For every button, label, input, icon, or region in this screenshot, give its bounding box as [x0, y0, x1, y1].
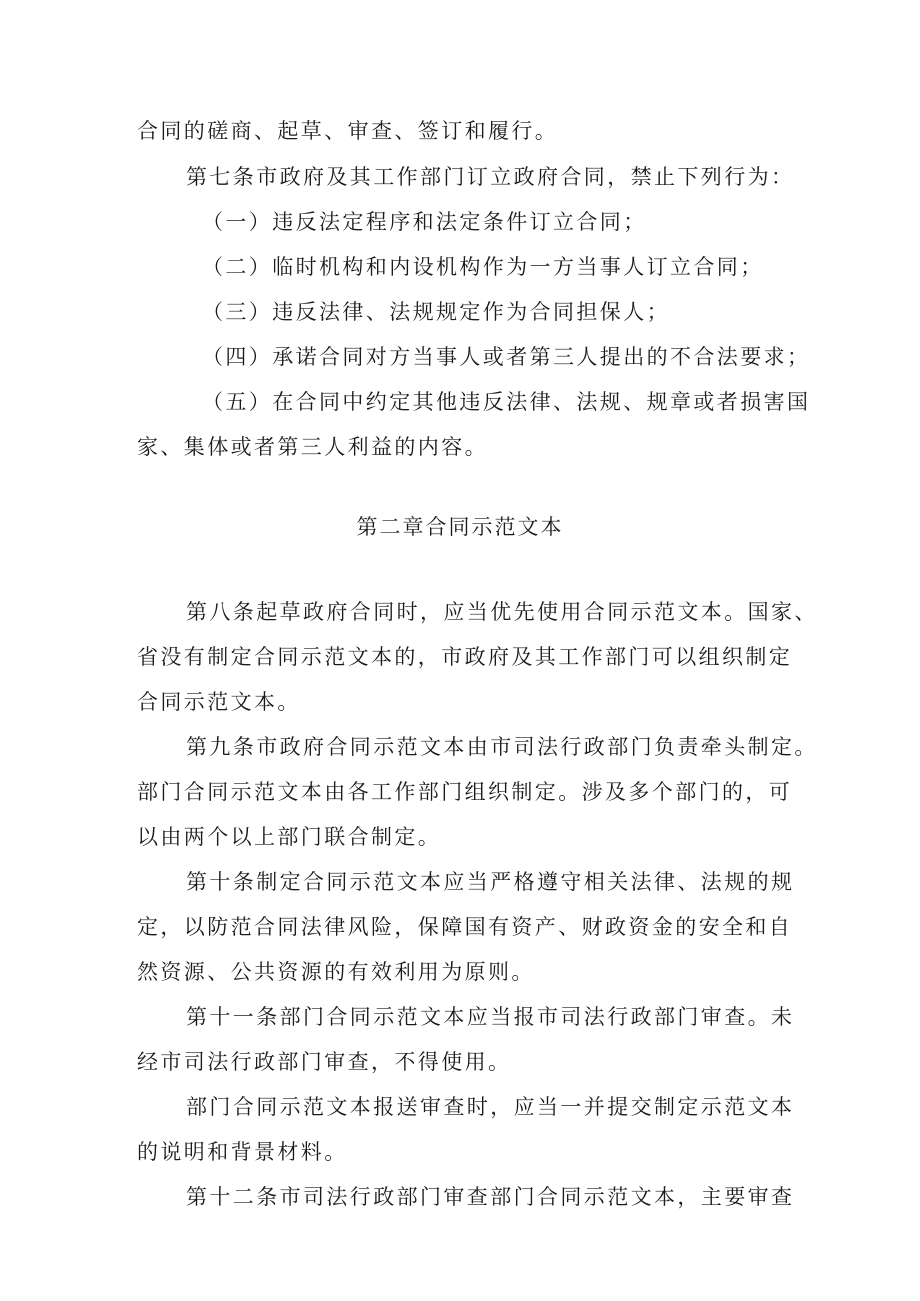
article-12-line: 第十二条市司法行政部门审查部门合同示范文本，主要审查 — [186, 1185, 795, 1209]
article-8-line: 第八条起草政府合同时，应当优先使用合同示范文本。国家、 — [186, 600, 818, 624]
list-item-4: （四）承诺合同对方当事人或者第三人提出的不合法要求； — [202, 345, 811, 369]
text-line: 的说明和背景材料。 — [137, 1140, 348, 1164]
article-7-line: 第七条市政府及其工作部门订立政府合同，禁止下列行为： — [186, 165, 795, 189]
text-line: 合同示范文本。 — [137, 690, 301, 714]
text-line: 省没有制定合同示范文本的，市政府及其工作部门可以组织制定 — [137, 645, 793, 669]
article-11-line: 第十一条部门合同示范文本应当报市司法行政部门审查。未 — [186, 1005, 795, 1029]
text-line: 部门合同示范文本由各工作部门组织制定。涉及多个部门的，可 — [137, 780, 793, 804]
text-line: 以由两个以上部门联合制定。 — [137, 825, 442, 849]
text-line: 定，以防范合同法律风险，保障国有资产、财政资金的安全和自 — [137, 915, 793, 939]
article-9-line: 第九条市政府合同示范文本由市司法行政部门负责牵头制定。 — [186, 735, 818, 759]
text-line: 经市司法行政部门审查，不得使用。 — [137, 1050, 512, 1074]
list-item-2: （二）临时机构和内设机构作为一方当事人订立合同； — [202, 255, 764, 279]
paragraph-line: 部门合同示范文本报送审查时，应当一并提交制定示范文本 — [186, 1095, 795, 1119]
list-item-5: （五）在合同中约定其他违反法律、法规、规章或者损害国 — [202, 390, 811, 414]
list-item-5-continued: 家、集体或者第三人利益的内容。 — [137, 435, 488, 459]
text-line: 然资源、公共资源的有效利用为原则。 — [137, 960, 535, 984]
list-item-1: （一）违反法定程序和法定条件订立合同； — [202, 210, 647, 234]
text-line: 合同的磋商、起草、审查、签订和履行。 — [137, 119, 559, 143]
article-10-line: 第十条制定合同示范文本应当严格遵守相关法律、法规的规 — [186, 870, 795, 894]
list-item-3: （三）违反法律、法规规定作为合同担保人； — [202, 300, 670, 324]
chapter-heading: 第二章合同示范文本 — [356, 515, 564, 539]
